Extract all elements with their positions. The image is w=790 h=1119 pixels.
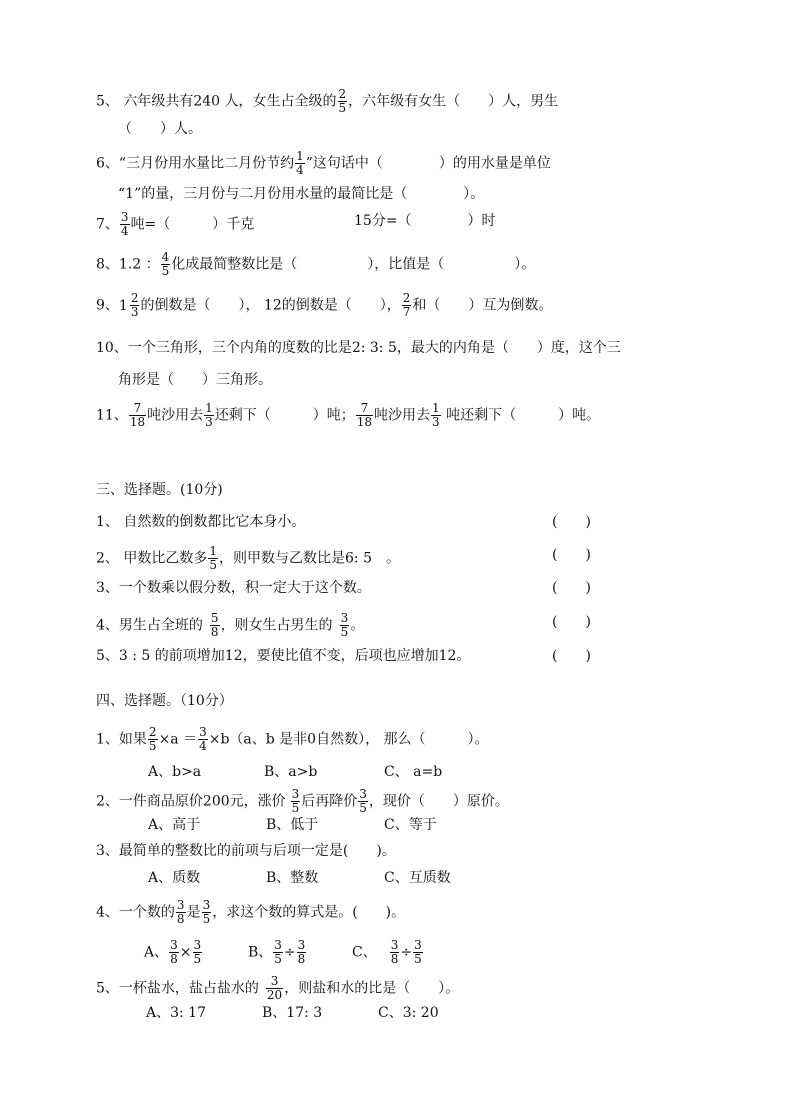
fraction: $\frac{3}{20}$ [266,974,283,1002]
fraction: $\frac{5}{8}$ [210,611,219,639]
question-text: 5、 六年级共有240 人，女生占全级的 [96,93,337,110]
fraction: $\frac{3}{4}$ [199,725,207,753]
fraction: $\frac{7}{18}$ [129,401,146,429]
option-c: C、3: 20 [378,1005,439,1021]
question-2-5 [96,88,558,115]
section-4-heading: 四、选择题。（10分） [96,693,233,709]
question-2-8: 8、1.2 ： $\frac{4}{5}$ 化成最简整数比是（ ），比值是（ ）。 [96,250,536,278]
question-4-3: 3、最简单的整数比的前项与后项一定是( )。 [96,843,396,859]
fraction: $\frac{3}{5}$ [291,787,300,815]
question-2-6: 6、“三月份用水量比二月份节约 $\frac{1}{4}$ ”这句话中（ ）的用水量是单位 [96,149,551,177]
mixed-number: 1 $\frac{2}{3}$ [118,291,139,319]
question-3-3: 3、一个数乘以假分数，积一定大于这个数。 [96,580,371,596]
question-2-10-cont: 角形是（ ）三角形。 [118,372,272,388]
question-4-2: 2、一件商品原价200元，涨价 $\frac{3}{5}$ 后再降价 $\frac{3}{5}$ ，现价（ ）原价。 [96,787,509,815]
option-b: B、 $\frac{3}{5}$ ÷ $\frac{3}{8}$ [248,938,306,966]
option-a: A、3: 17 [146,1005,206,1021]
fraction: $\frac{4}{5}$ [161,250,170,278]
option-b: B、17: 3 [262,1005,323,1021]
fraction: $\frac{1}{4}$ [296,149,304,177]
question-2-10: 10、一个三角形，三个内角的度数的比是2: 3: 5，最大的内角是（ ）度，这个三 [96,340,621,356]
fraction: $\frac{3}{5}$ [202,898,211,926]
fraction: $\frac{1}{3}$ [205,401,213,429]
answer-paren: ( ) [552,614,591,630]
fraction: $\frac{3}{5}$ [340,611,349,639]
answer-paren: ( ) [552,514,591,530]
question-2-7-part2: 15分=（ ）时 [354,213,496,229]
question-2-9: 9、 1 $\frac{2}{3}$ 的倒数是（ ）， 12的倒数是（ ）， $\frac{2}{7}$ 和（ ）互为倒数。 [96,291,553,319]
fraction: $\frac{2}{5}$ [148,725,157,753]
section-3-heading: 三、选择题。(10分) [96,482,223,498]
fraction: $\frac{2}{5}$ [338,87,347,115]
question-3-5: 5、3 : 5 的前项增加12，要使比值不变，后项也应增加12。 [96,648,471,664]
question-3-2: 2、 甲数比乙数多 $\frac{1}{5}$ ，则甲数与乙数比是6: 5 。 [96,544,400,572]
question-2-11: 11、 $\frac{7}{18}$ 吨沙用去 $\frac{1}{3}$ 还剩下（ ）吨； $\frac{7}{18}$ 吨沙用去 $\frac{1}{3}$ 吨还剩下（ ）吨。 [96,401,601,429]
fraction: $\frac{2}{7}$ [402,291,411,319]
option-c: C、等于 [384,817,437,833]
answer-paren: ( ) [552,580,591,596]
answer-paren: ( ) [552,547,591,563]
option-c: C、互质数 [384,870,451,886]
question-3-4: 4、男生占全班的 $\frac{5}{8}$ ，则女生占男生的 $\frac{3}{5}$ 。 [96,611,365,639]
option-a: A、质数 [148,870,201,886]
option-a: A、高于 [148,817,201,833]
fraction: $\frac{3}{5}$ [359,787,367,815]
option-b: B、整数 [266,870,319,886]
question-2-6-cont: “1”的量，三月份与二月份用水量的最简比是（ ）。 [118,186,485,202]
fraction: $\frac{3}{4}$ [120,210,129,238]
question-2-7: 7、 $\frac{3}{4}$ 吨=（ ）千克 [96,210,255,238]
option-b: B、a>b [264,764,318,780]
fraction: $\frac{3}{8}$ [176,898,185,926]
option-c: C、 a=b [384,764,443,780]
question-2-5-cont: （ ）人。 [118,121,202,137]
option-b: B、低于 [266,817,319,833]
option-a: A、b>a [148,764,202,780]
question-text: ，六年级有女生（ ）人，男生 [348,93,559,110]
question-4-4: 4、一个数的 $\frac{3}{8}$ 是 $\frac{3}{5}$ ，求这个数的算式是。( )。 [96,898,406,926]
fraction: $\frac{7}{18}$ [356,401,373,429]
question-4-1: 1、如果 $\frac{2}{5}$ ×a ＝ $\frac{3}{4}$ ×b（a、b 是非0自然数）， 那么（ ）。 [96,725,489,753]
option-a: A、 $\frac{3}{8}$ × $\frac{3}{5}$ [144,938,202,966]
fraction: $\frac{1}{5}$ [209,544,217,572]
question-3-1: 1、 自然数的倒数都比它本身小。 [96,514,306,530]
fraction: $\frac{1}{3}$ [432,401,440,429]
option-c: C、 $\frac{3}{8}$ ÷ $\frac{3}{5}$ [352,938,422,966]
question-4-5: 5、一杯盐水，盐占盐水的 $\frac{3}{20}$ ，则盐和水的比是（ ）。 [96,974,460,1002]
answer-paren: ( ) [552,648,591,664]
